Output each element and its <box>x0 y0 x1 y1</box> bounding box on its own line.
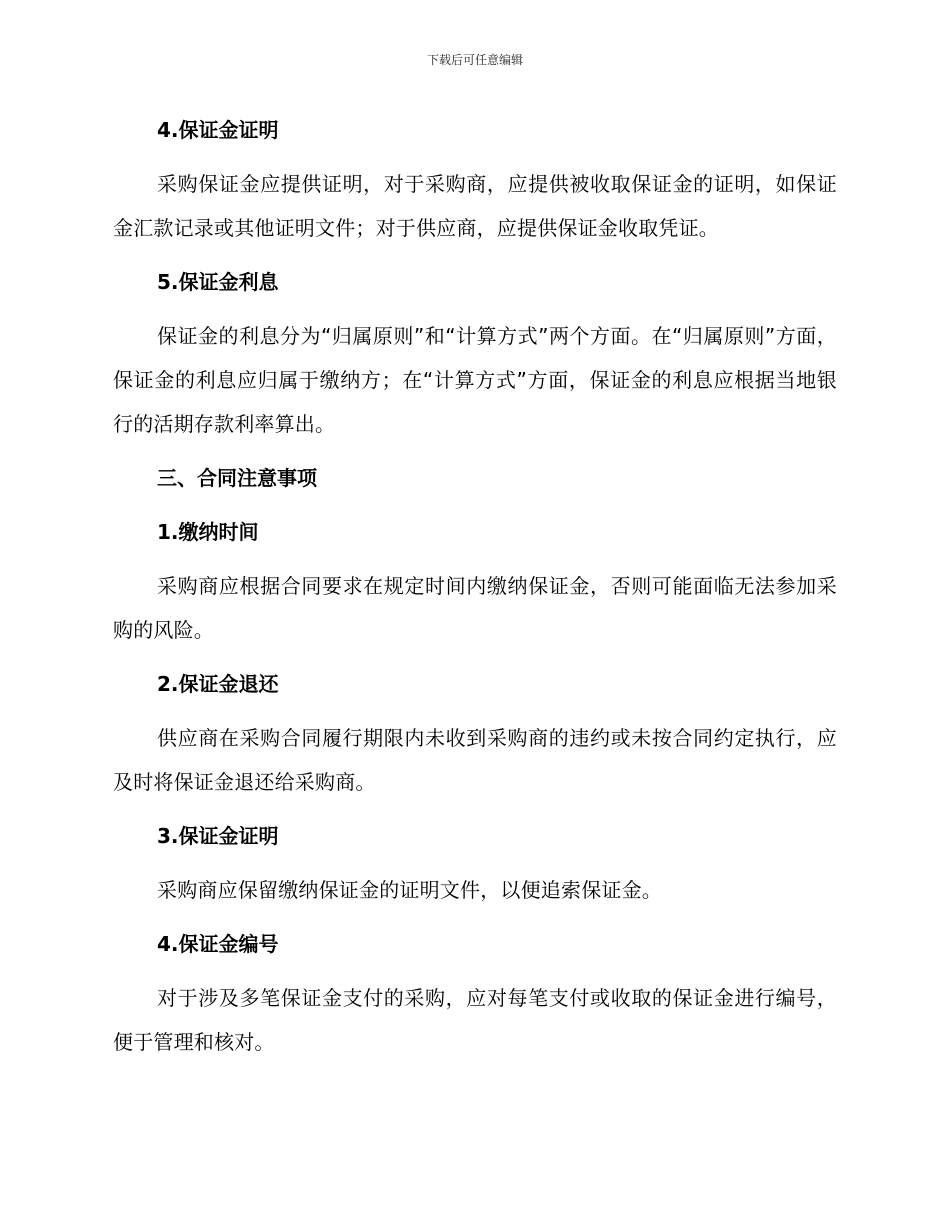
paragraph-deposit-proof-2: 采购商应保留缴纳保证金的证明文件，以便追索保证金。 <box>157 878 662 902</box>
paragraph-payment-time: 采购商应根据合同要求在规定时间内缴纳保证金，否则可能面临无法参加采购的风险。 <box>113 574 837 642</box>
section-heading-deposit-number: 4.保证金编号 <box>157 932 279 956</box>
paragraph-deposit-refund: 供应商在采购合同履行期限内未收到采购商的违约或未按合同约定执行，应及时将保证金退还给采购商。 <box>113 726 837 794</box>
chapter-heading-contract-notes: 三、合同注意事项 <box>157 466 317 490</box>
section-heading-deposit-proof: 4.保证金证明 <box>157 118 279 142</box>
document-body <box>113 108 837 1074</box>
section-heading-deposit-refund: 2.保证金退还 <box>157 672 279 696</box>
paragraph-deposit-proof: 采购保证金应提供证明，对于采购商，应提供被收取保证金的证明，如保证金汇款记录或其他证明文件；对于供应商，应提供保证金收取凭证。 <box>113 172 837 240</box>
paragraph-deposit-number: 对于涉及多笔保证金支付的采购，应对每笔支付或收取的保证金进行编号，便于管理和核对。 <box>113 986 837 1054</box>
paragraph-deposit-interest: 保证金的利息分为“归属原则”和“计算方式”两个方面。在“归属原则”方面，保证金的利息应归属于缴纳方；在“计算方式”方面，保证金的利息应根据当地银行的活期存款利率算出。 <box>113 324 837 436</box>
section-heading-deposit-interest: 5.保证金利息 <box>157 270 279 294</box>
page-header-note: 下载后可任意编辑 <box>426 53 523 67</box>
section-heading-payment-time: 1.缴纳时间 <box>157 520 259 544</box>
section-heading-deposit-proof-2: 3.保证金证明 <box>157 824 279 848</box>
